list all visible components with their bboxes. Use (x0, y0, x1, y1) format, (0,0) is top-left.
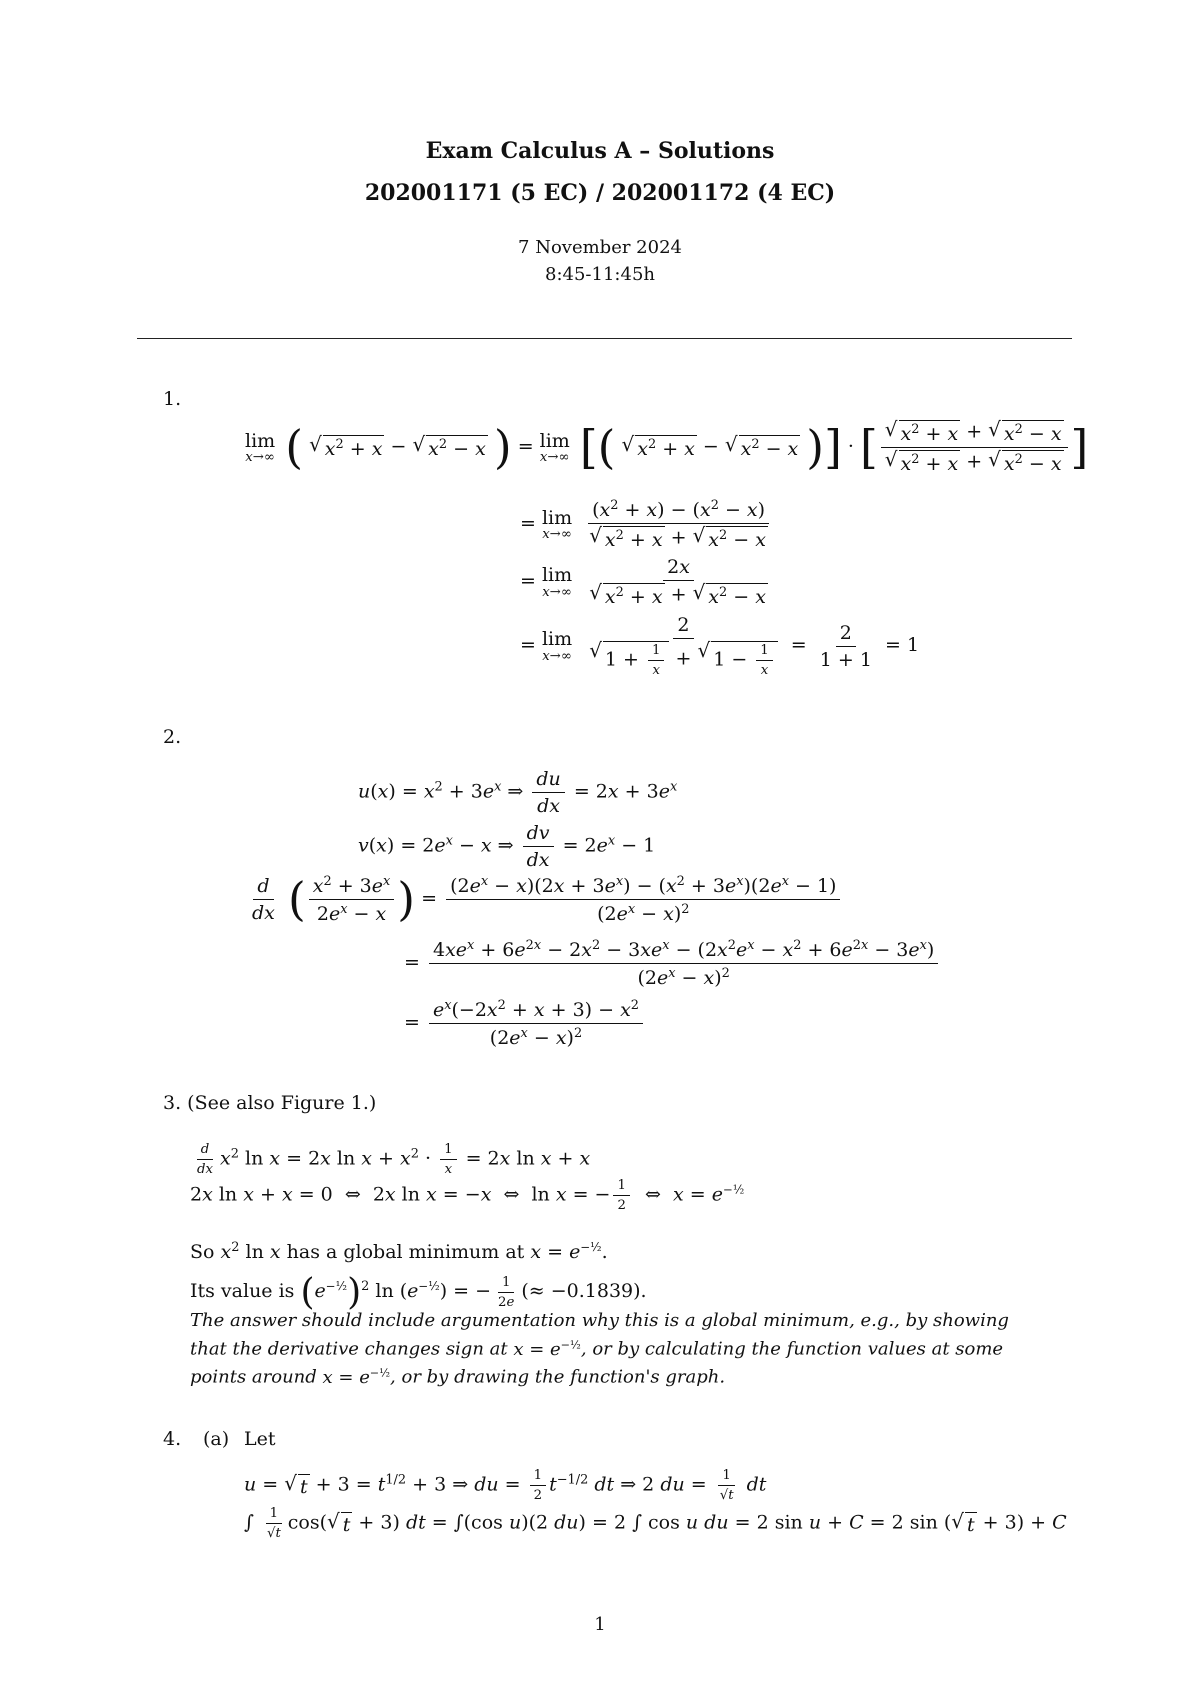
q4-substitution-line: u = √ t + $3 = t^{1/2} + 3$ ⇒ du = $\frac{1}{2}$ $t^{-1/2}$ dt ⇒ 2 du = $\frac{1}{√t}$ dt (244, 1468, 767, 1503)
q3-has-min-text: has a global minimum at (286, 1241, 525, 1264)
q3-note-line-3: points around $x = e^{-\frac{1}{2}}$, or by drawing the function's graph. (190, 1366, 726, 1388)
q3-minimum-statement: So $x^2$ ln x has a global minimum at $x = e^{-\frac{1}{2}}$. (190, 1240, 608, 1264)
q3-note-line-3-part-b: , or by drawing the function's graph. (390, 1366, 726, 1388)
q3-note-line-2-part-b: , or by calculating the function values at some (580, 1338, 1004, 1360)
q4-let-text: Let (244, 1428, 276, 1450)
q1-equation-line-2: = lim x→∞ $(x^2 + x) - (x^2 - x)$ √ $x^2 + x$ + √ $x^2 - x$ (520, 498, 775, 551)
q4-integral-line: ∫ $\frac{1}{√t}$ cos( √ t + 3) dt = ∫(cos u)(2 du) = 2 ∫ cos u du = 2 sin u + C = 2 sin ( √ t + 3) + C (244, 1506, 1067, 1541)
header-divider (137, 338, 1072, 339)
q3-derivative-line: $\frac{d}{dx}$ $x^2$ ln x = 2x $\ln x + x^2$ · $\frac{1}{x}$ = 2x ln x + x (197, 1142, 591, 1177)
q2-v-definition: $v(x) = 2e^x - x$ ⇒ $\frac{dv}{dx}$ = $2e^x - 1$ (358, 822, 656, 871)
page-number: 1 (594, 1614, 606, 1635)
q3-note-line-3-part-a: points around (190, 1366, 317, 1388)
q1-result-value: = 1 (884, 634, 920, 656)
question-3-number: 3. (See also Figure 1.) (163, 1092, 377, 1114)
q1-result-denominator: 1 + 1 (819, 648, 872, 671)
question-1-number: 1. (163, 388, 182, 410)
question-2-number: 2. (163, 726, 182, 748)
q3-its-value-text: Its value is (190, 1280, 295, 1303)
q3-note-line-2: that the derivative changes sign at $x = e^{-\frac{1}{2}}$, or by calculating the function values at some (190, 1338, 1004, 1360)
exam-date: 7 November 2024 (518, 237, 682, 258)
q1-equation-line-1: lim x→∞ ( √ $x^2 + x$ − √ $x^2 - x$ ) = lim x→∞ [( √ $x^2 + x$ − √ $x^2 - x$ )] · [ √ $x^2 + x$ + √ $x^2 - x$ √ $x^2 + x$ + √ $x^2 - x$ ] (245, 417, 1089, 476)
q1-result-numerator: 2 (836, 622, 856, 647)
q2-quotient-rule-line-1: $\frac{d}{dx}$ ( $\frac{x^2 + 3e^x}{2e^x - x}$ ) = $\frac{(2e^x - x)(2x + 3e^x) - (x^2 + 3e^x)(2e^x - 1)}{(2e^x - x)^2}$ (245, 874, 843, 925)
exam-title: Exam Calculus A – Solutions (425, 138, 775, 164)
course-codes: 202001171 (5 EC) / 202001172 (4 EC) (364, 180, 836, 206)
q4-part-a-label: (a) (203, 1428, 230, 1450)
q1-equation-line-3: = lim x→∞ 2x √ $x^2 + x$ + √ $x^2 - x$ (520, 556, 766, 609)
q3-note-line-1: The answer should include argumentation why this is a global minimum, e.g., by showing (190, 1310, 1009, 1331)
q3-solve-line: 2x ln x + x = 0 ⇔ 2x ln x = −x ⇔ ln x = − $\frac{1}{2}$ ⇔ $x = e^{-\frac{1}{2}}$ (190, 1178, 745, 1213)
q2-quotient-rule-line-2: = $\frac{4xe^x + 6e^{2x} - 2x^2 - 3xe^x - (2x^2e^x - x^2 + 6e^{2x} - 3e^x)}{(2e^x - x)^2}$ (404, 938, 941, 989)
q3-note-line-2-part-a: that the derivative changes sign at (190, 1338, 508, 1360)
q2-u-definition: $u(x) = x^2 + 3e^x$ ⇒ $\frac{du}{dx}$ = $2x + 3e^x$ (358, 768, 678, 817)
q2-quotient-rule-line-3: = $\frac{e^x(-2x^2 + x + 3) - x^2}{(2e^x - x)^2}$ (404, 998, 646, 1049)
q1-equation-line-4: = lim x→∞ 2 √ 1 + $\frac{1}{x}$ + √ 1 − $\frac{1}{x}$ = $\frac{2}{1 + 1}$ = 1 (520, 614, 920, 678)
q3-so-text: So (190, 1241, 215, 1264)
q3-approx-value: (≈ −0.1839). (521, 1280, 647, 1303)
question-4-number: 4. (163, 1428, 182, 1450)
exam-time: 8:45-11:45h (545, 264, 655, 285)
q3-value-statement: Its value is $(e^{-\frac{1}{2}})^2$ $\ln (e^{-\frac{1}{2}})$ = − $\frac{1}{2e}$ (≈ −0.1839). (190, 1271, 647, 1313)
